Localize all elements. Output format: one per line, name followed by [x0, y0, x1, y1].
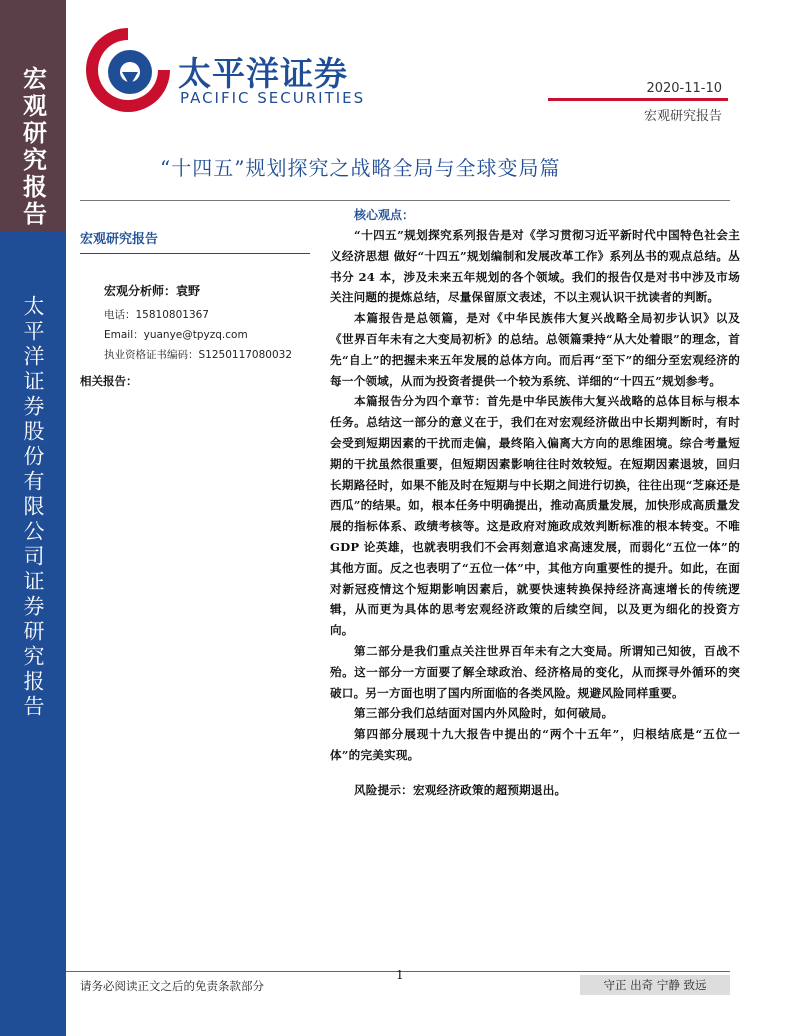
- sidebar-top-block: [0, 0, 66, 232]
- analyst-license: 执业资格证书编码：S1250117080032: [104, 349, 293, 361]
- core-paragraph: “十四五”规划探究系列报告是对《学习贯彻习近平新时代中国特色社会主义经济思想 做好“十四五”规划编制和发展改革工作》系列丛书的观点总结。丛书分 24 本，涉及未来五年规划的各个领域。我们的报告仅是对书中涉及市场关注问题的提炼总结，尽量保留原文表述，不以主观认识干扰读者的判断。: [330, 228, 740, 305]
- brand-name-cn: 太平洋证券: [178, 54, 348, 93]
- page-number: 1: [396, 968, 404, 982]
- analyst-phone: 电话：15810801367: [104, 309, 209, 321]
- analyst-name: 宏观分析师：袁野: [104, 284, 201, 298]
- core-paragraph: 第四部分展现十九大报告中提出的“两个十五年”，归根结底是“五位一体”的完美实现。: [330, 727, 740, 762]
- risk-warning: 风险提示：宏观经济政策的超预期退出。: [354, 782, 567, 797]
- disclaimer-text: 请务必阅读正文之后的免责条款部分: [80, 979, 264, 993]
- sidebar: [0, 0, 66, 1036]
- analyst-email[interactable]: Email：yuanye@tpyzq.com: [104, 329, 248, 341]
- report-type: 宏观研究报告: [643, 109, 722, 124]
- core-paragraph: 第二部分是我们重点关注世界百年未有之大变局。所谓知己知彼，百战不殆。这一部分一方面要了解全球政治、经济格局的变化，从而探寻外循环的突破口。另一方面也明了国内所面临的各类风险。规避风险同样重要。: [330, 643, 740, 700]
- report-date: 2020-11-10: [646, 81, 722, 96]
- sidebar-company-label: 太平洋证券股份有限公司证券研究报告: [21, 295, 45, 720]
- page-title: “十四五”规划探究之战略全局与全球变局篇: [160, 156, 561, 180]
- sidebar-report-label: 宏观研究报告: [18, 66, 47, 228]
- core-heading: 核心观点：: [354, 208, 415, 222]
- related-reports-label: 相关报告：: [80, 374, 138, 388]
- core-views-section: [330, 205, 740, 801]
- company-logo-icon: [78, 20, 178, 120]
- core-paragraph: 第三部分我们总结面对国内外风险时，如何破局。: [354, 706, 614, 721]
- core-paragraph: 本篇报告分为四个章节：首先是中华民族伟大复兴战略的总体目标与根本任务。总结这一部分的意义在于，我们在对宏观经济做出中长期判断时，有时会受到短期因素的干扰而走偏，最终陷入偏离大方向的思维困境。综合考量短期的干扰虽然很重要，但短期因素影响往往时效较短。在短期因素退坡，回归长期路径时，如果不能及时在短期与中长期之间进行切换，往往出现“芝麻还是西瓜”的结果。如，根本任务中明确提出，推动高质量发展，加快形成高质量发展的指标体系、政绩考核等。这是政府对施政成效判断标准的根本转变。不唯 GDP 论英雄，也就表明我们不会再刻意追求高速发展，而弱化“五位一体”的其他方面。反之也表明了“五位一体”中，其他方向重要性的提升。如此，在面对新冠疫情这个短期影响因素后，就要快速转换保持经济高速增长的传统逻辑，从而更为具体的思考宏观经济政策的后续空间，以及更为细化的投资方向。: [330, 394, 740, 638]
- header-divider: [548, 98, 728, 101]
- company-slogan: 守正 出奇 宁静 致远: [580, 975, 730, 995]
- analyst-panel: [80, 228, 315, 389]
- sidebar-bottom-block: [0, 295, 66, 720]
- analyst-contact: [80, 305, 315, 365]
- core-paragraph: 本篇报告是总领篇，是对《中华民族伟大复兴战略全局初步认识》以及《世界百年未有之大变局初析》的总结。总领篇秉持“从大处着眼”的理念，首先“自上”的把握未来五年发展的总体方向。而后再“至下”的细分至宏观经济的每一个领域，从而为投资者提供一个较为系统、详细的“十四五”规划参考。: [330, 311, 740, 388]
- brand-name-en: PACIFIC SECURITIES: [180, 89, 366, 107]
- left-heading: 宏观研究报告: [80, 228, 310, 254]
- title-divider: [80, 200, 730, 201]
